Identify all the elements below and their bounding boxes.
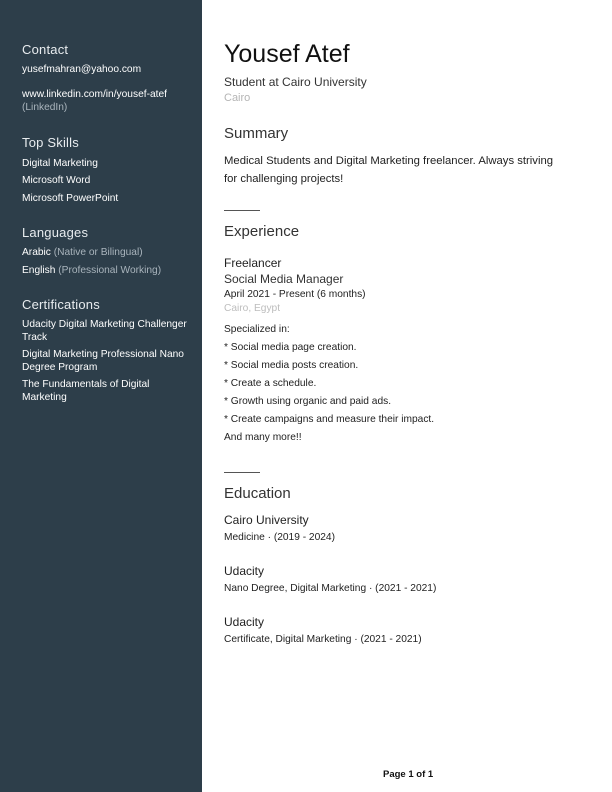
certification-line: Degree Program: [22, 362, 98, 373]
summary-text: [224, 152, 584, 188]
summary-line: Medical Students and Digital Marketing freelancer. Always striving: [224, 155, 554, 167]
languages-heading: Languages: [22, 225, 89, 240]
language-item: [22, 264, 197, 277]
page-number: Page 1 of 1: [383, 769, 434, 780]
sidebar: [0, 0, 202, 792]
experience-desc-line: * Social media page creation.: [224, 342, 357, 353]
experience-desc-line: Specialized in:: [224, 324, 290, 335]
language-name: Arabic: [22, 247, 51, 258]
section-divider: [224, 472, 260, 473]
education-school: Cairo University: [224, 513, 309, 527]
contact-heading: Contact: [22, 42, 69, 57]
experience-desc-line: * Growth using organic and paid ads.: [224, 396, 392, 407]
section-divider: [224, 210, 260, 211]
skill-item: Microsoft Word: [22, 175, 91, 186]
profile-headline: Student at Cairo University: [224, 75, 367, 89]
experience-desc-line: And many more!!: [224, 432, 302, 443]
experience-company: Freelancer: [224, 256, 282, 270]
experience-heading: Experience: [224, 223, 300, 240]
language-level: (Native or Bilingual): [53, 247, 143, 258]
experience-dates: April 2021 - Present (6 months): [224, 289, 366, 300]
summary-heading: Summary: [224, 125, 289, 142]
certification-line: Track: [22, 332, 48, 343]
certification-line: Digital Marketing Professional Nano: [22, 349, 184, 360]
experience-desc-line: * Create campaigns and measure their impact.: [224, 414, 435, 425]
education-degree: Medicine · (2019 - 2024): [224, 532, 335, 543]
contact-email[interactable]: yusefmahran@yahoo.com: [22, 64, 142, 75]
certification-line: Udacity Digital Marketing Challenger: [22, 319, 187, 330]
skill-item: Microsoft PowerPoint: [22, 193, 119, 204]
education-school: Udacity: [224, 615, 265, 629]
profile-name: Yousef Atef: [224, 40, 350, 68]
skills-heading: Top Skills: [22, 135, 79, 150]
education-school: Udacity: [224, 564, 265, 578]
language-level: (Professional Working): [58, 265, 162, 276]
education-degree: Certificate, Digital Marketing · (2021 - 2021): [224, 634, 422, 645]
experience-desc-line: * Create a schedule.: [224, 378, 317, 389]
education-heading: Education: [224, 485, 291, 502]
skill-item: Digital Marketing: [22, 158, 98, 169]
contact-linkedin-url[interactable]: www.linkedin.com/in/yousef-atef: [22, 89, 167, 100]
summary-line: for challenging projects!: [224, 173, 344, 185]
education-degree: Nano Degree, Digital Marketing · (2021 - 2021): [224, 583, 437, 594]
profile-location: Cairo: [224, 92, 251, 104]
language-item: [22, 246, 197, 259]
experience-place: Cairo, Egypt: [224, 303, 281, 314]
experience-desc-line: * Social media posts creation.: [224, 360, 359, 371]
certification-line: Marketing: [22, 392, 67, 403]
certifications-heading: Certifications: [22, 297, 100, 312]
language-name: English: [22, 265, 56, 276]
experience-role: Social Media Manager: [224, 272, 344, 286]
certification-line: The Fundamentals of Digital: [22, 379, 150, 390]
contact-linkedin-note: (LinkedIn): [22, 102, 68, 113]
